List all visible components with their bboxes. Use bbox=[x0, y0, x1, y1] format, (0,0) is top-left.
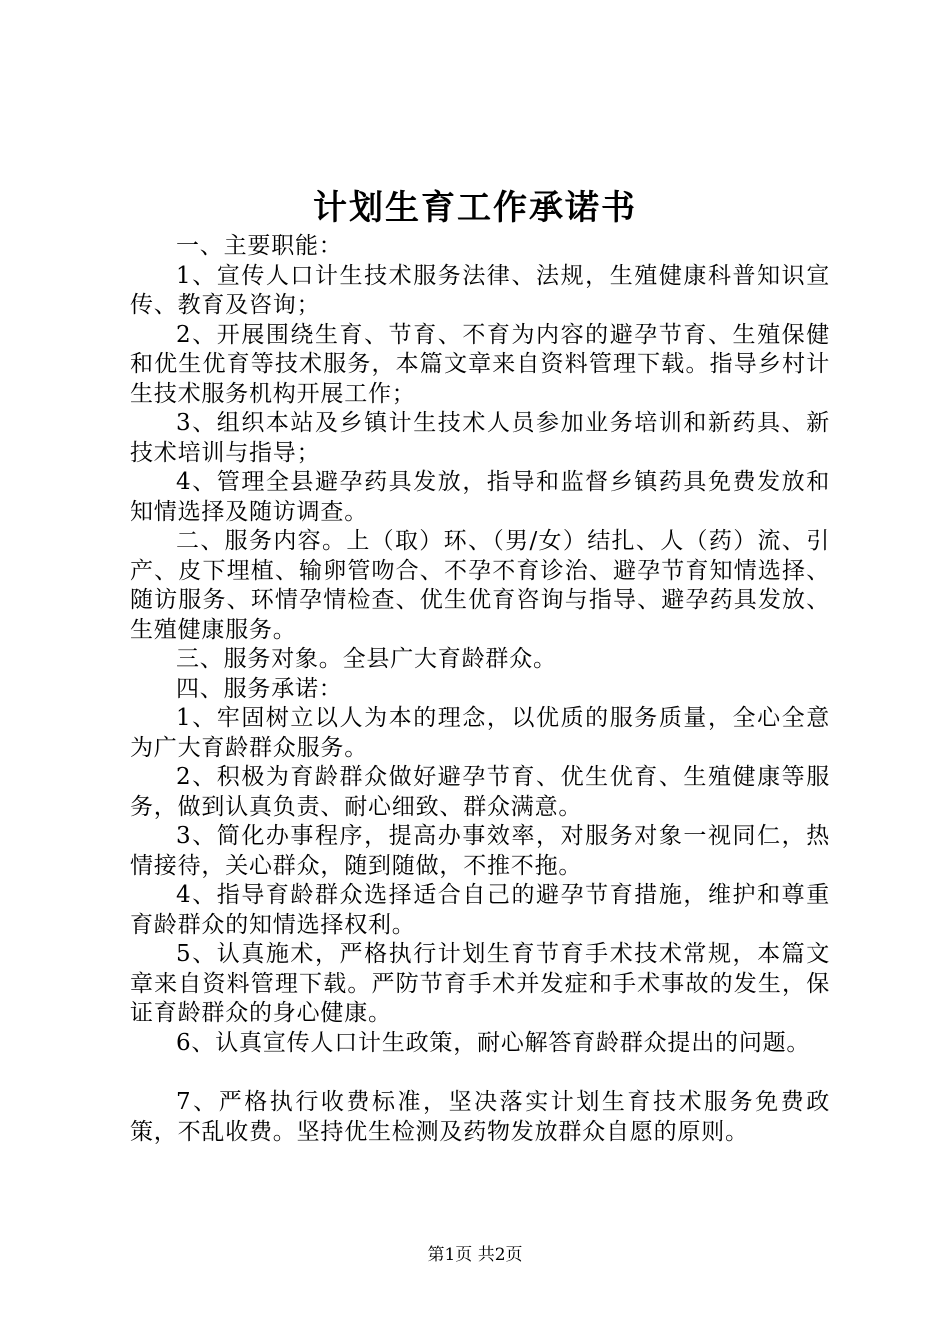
paragraph: 3、简化办事程序，提高办事效率，对服务对象一视同仁，热情接待，关心群众，随到随做，不推不拖。 bbox=[130, 823, 830, 879]
paragraph: 6、认真宣传人口计生政策，耐心解答育龄群众提出的问题。 bbox=[176, 1029, 811, 1056]
paragraph: 3、组织本站及乡镇计生技术人员参加业务培训和新药具、新技术培训与指导； bbox=[130, 410, 830, 466]
paragraph: 1、宣传人口计生技术服务法律、法规，生殖健康科普知识宣传、教育及咨询； bbox=[130, 262, 830, 318]
paragraph: 4、管理全县避孕药具发放，指导和监督乡镇药具免费发放和知情选择及随访调查。 bbox=[130, 469, 830, 525]
paragraph: 三、服务对象。全县广大育龄群众。 bbox=[176, 646, 557, 672]
paragraph: 2、积极为育龄群众做好避孕节育、优生优育、生殖健康等服务，做到认真负责、耐心细致、群众满意。 bbox=[130, 764, 830, 820]
paragraph: 7、严格执行收费标准，坚决落实计划生育技术服务免费政策，不乱收费。坚持优生检测及药物发放群众自愿的原则。 bbox=[130, 1089, 830, 1145]
paragraph: 4、指导育龄群众选择适合自己的避孕节育措施，维护和尊重育龄群众的知情选择权利。 bbox=[130, 882, 830, 938]
paragraph: 1、牢固树立以人为本的理念，以优质的服务质量，全心全意为广大育龄群众服务。 bbox=[130, 705, 830, 761]
paragraph: 四、服务承诺： bbox=[176, 675, 343, 702]
document-body bbox=[130, 232, 830, 1147]
paragraph: 5、认真施术，严格执行计划生育节育手术技术常规，本篇文章来自资料管理下载。严防节育手术并发症和手术事故的发生，保证育龄群众的身心健康。 bbox=[130, 941, 830, 1026]
paragraph: 2、开展围绕生育、节育、不育为内容的避孕节育、生殖保健和优生优育等技术服务，本篇文章来自资料管理下载。指导乡村计生技术服务机构开展工作； bbox=[130, 321, 830, 407]
paragraph: 一、主要职能： bbox=[176, 233, 343, 259]
page-footer: 第1页 共2页 bbox=[427, 1245, 523, 1265]
document-title: 计划生育工作承诺书 bbox=[313, 188, 637, 228]
paragraph: 二、服务内容。上（取）环、（男/女）结扎、人（药）流、引产、皮下埋植、输卵管吻合、不孕不育诊治、避孕节育知情选择、随访服务、环情孕情检查、优生优育咨询与指导、避孕药具发放、生殖健康服务。 bbox=[130, 528, 830, 643]
